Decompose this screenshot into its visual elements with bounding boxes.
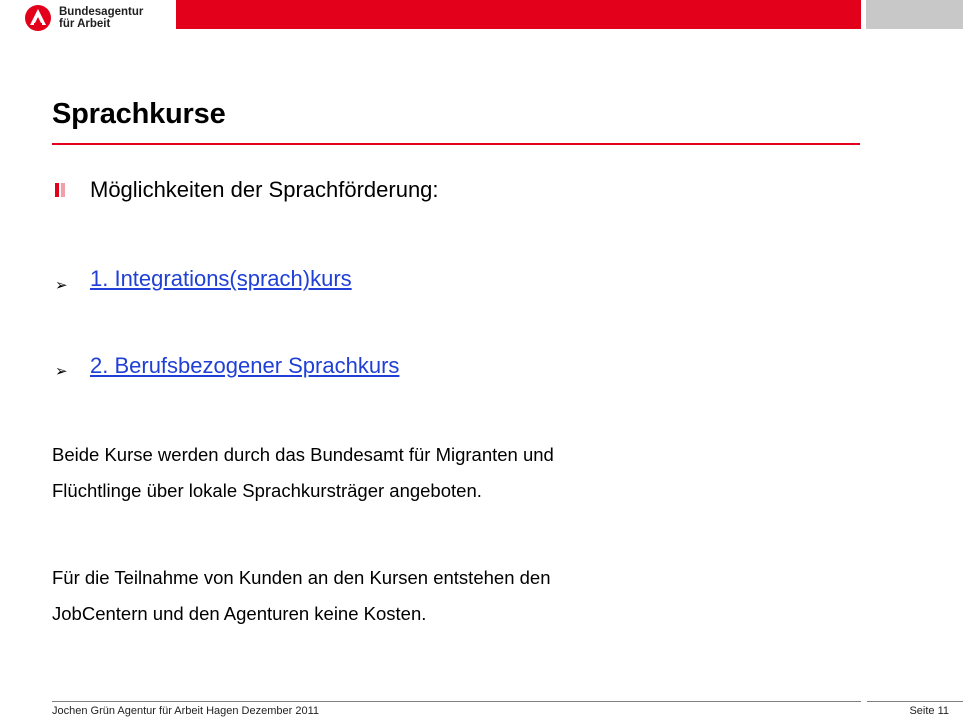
arrow-bullet-icon: ➢ [55,363,68,380]
page-number: Seite 11 [909,705,949,717]
logo-line-1: Bundesagentur [59,6,144,18]
slide-title: Sprachkurse [52,98,226,130]
brand-logo [24,3,143,33]
ba-logo-icon [24,4,52,32]
bullet-marker-icon [55,183,66,197]
paragraph-2-line-2: JobCentern und den Agenturen keine Kosten. [52,603,427,624]
title-underline [52,143,860,145]
paragraph-2 [52,560,551,632]
logo-line-2: für Arbeit [59,18,111,30]
paragraph-1-line-2: Flüchtlinge über lokale Sprachkursträger angeboten. [52,480,482,501]
paragraph-2-line-1: Für die Teilnahme von Kunden an den Kursen entstehen den [52,567,551,588]
link-integrationskurs[interactable]: 1. Integrations(sprach)kurs [90,266,352,291]
header-grey-bar [866,0,963,29]
paragraph-1-line-1: Beide Kurse werden durch das Bundesamt für Migranten und [52,444,554,465]
link-berufsbezogener-sprachkurs[interactable]: 2. Berufsbezogener Sprachkurs [90,353,400,378]
logo-text [59,6,143,30]
footer-divider-right [867,701,963,702]
header-red-bar [176,0,861,29]
arrow-bullet-icon: ➢ [55,277,68,294]
footer-divider [52,701,861,702]
paragraph-1 [52,437,554,509]
bullet-text: Möglichkeiten der Sprachförderung: [90,177,439,202]
footer-text: Jochen Grün Agentur für Arbeit Hagen Dezember 2011 [52,705,320,717]
